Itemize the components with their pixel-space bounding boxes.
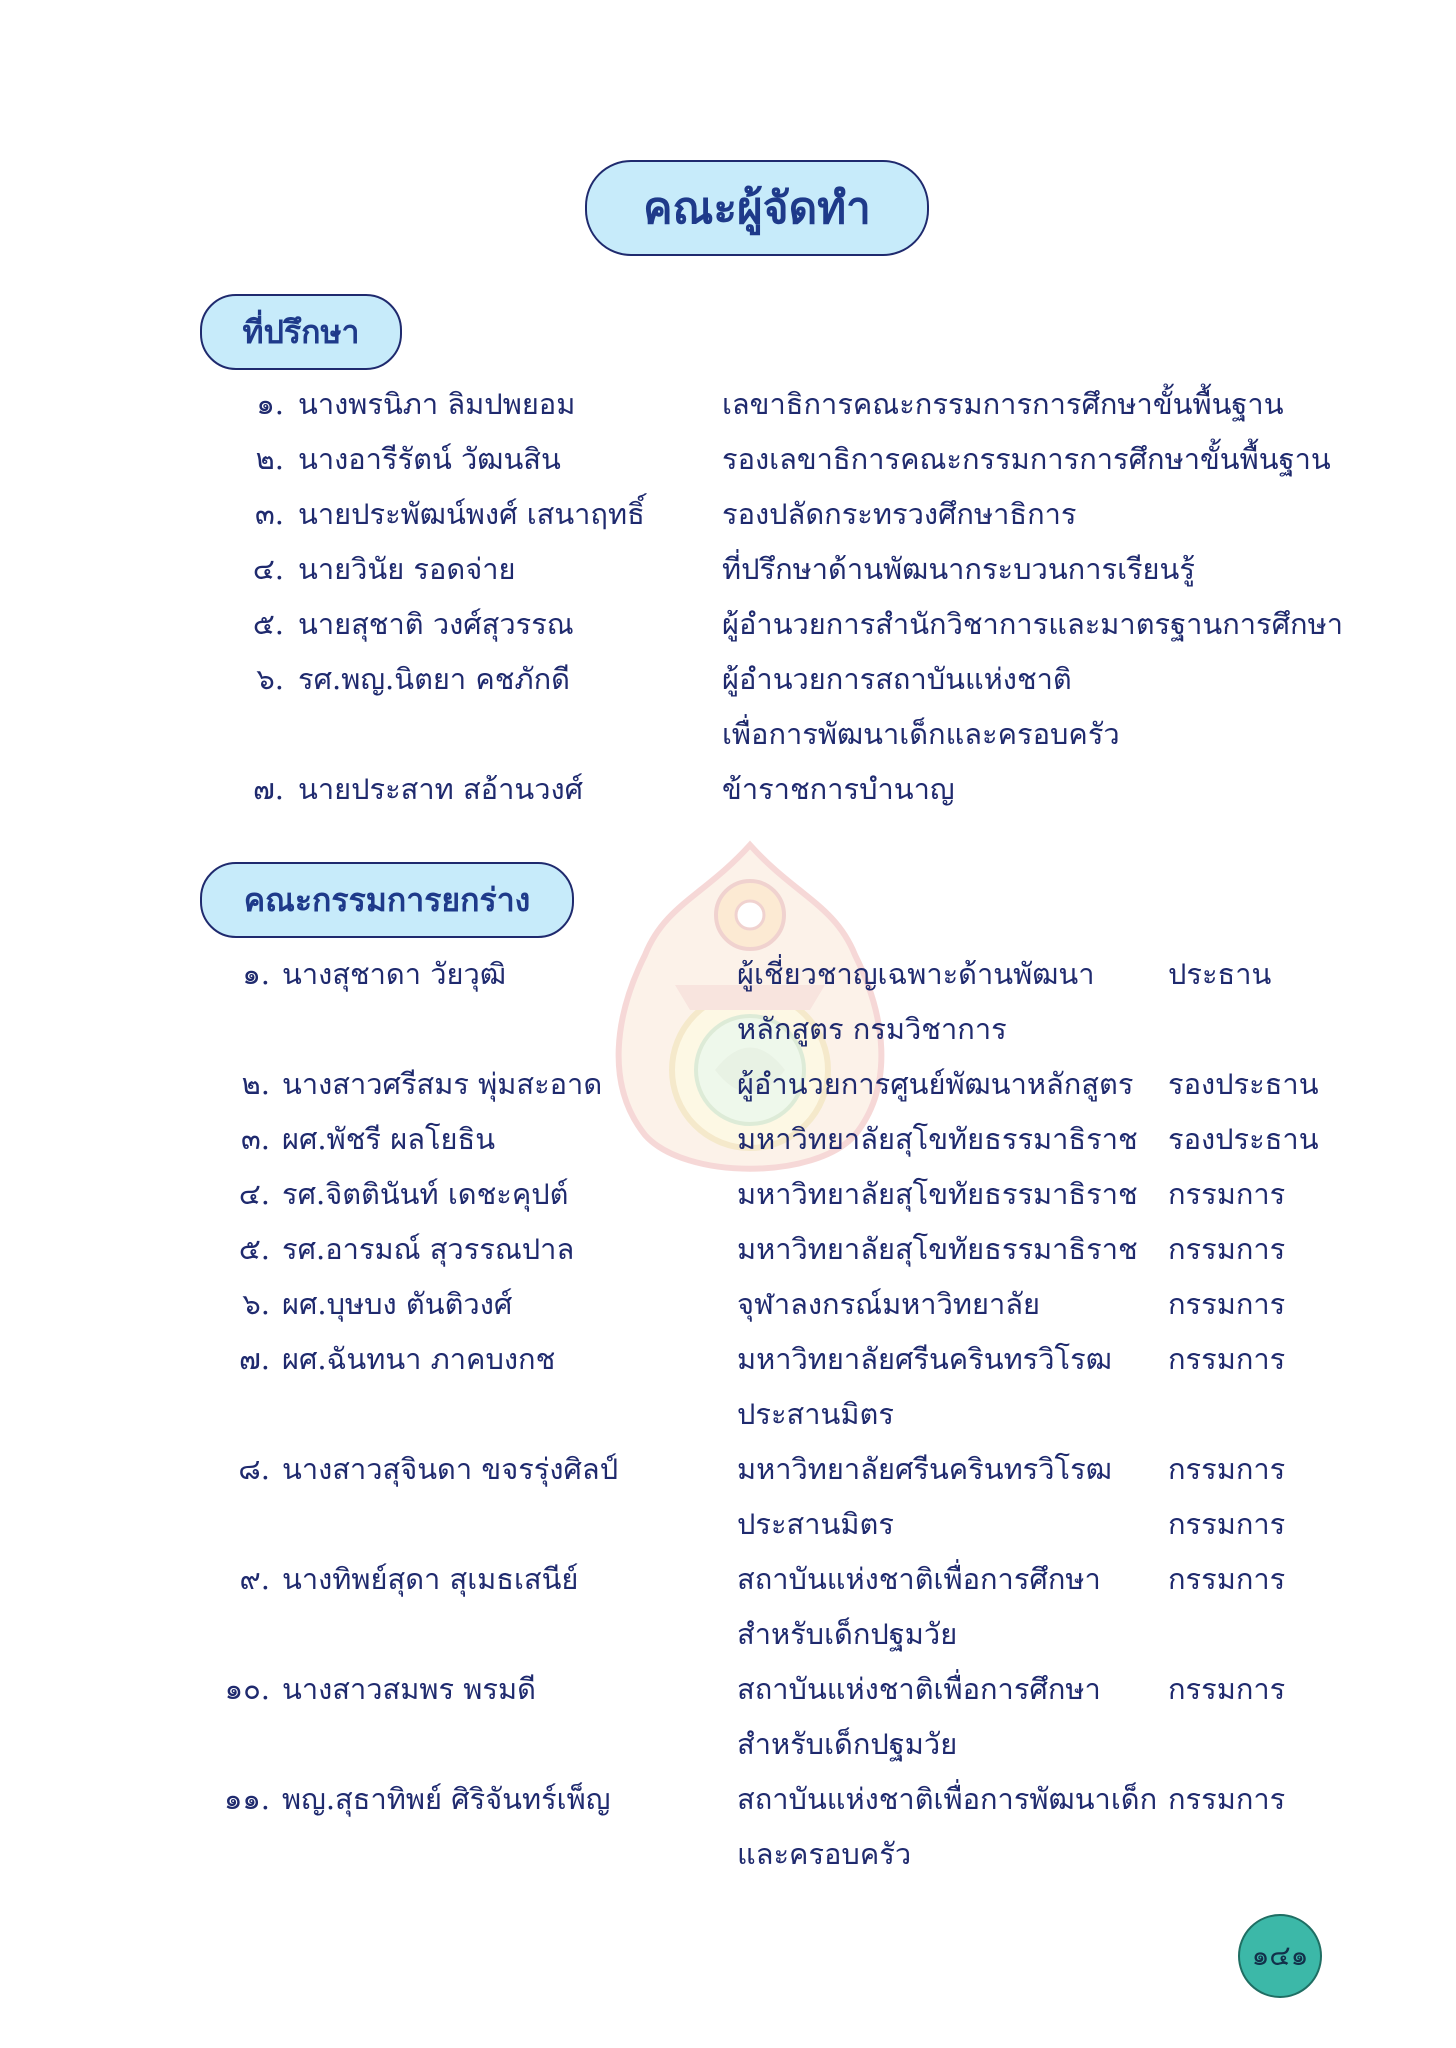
- role-text: กรรมการ: [1168, 1287, 1286, 1321]
- advisor-row: [0, 597, 1456, 652]
- person-name: นางอารีรัตน์ วัฒนสิน: [298, 442, 561, 476]
- person-name: ผศ.บุษบง ตันติวงศ์: [282, 1287, 513, 1321]
- row-number: ๓.: [254, 497, 284, 531]
- person-name: ผศ.ฉันทนา ภาคบงกช: [282, 1342, 556, 1376]
- row-number: ๑๐.: [224, 1672, 270, 1706]
- organization-text: มหาวิทยาลัยศรีนครินทรวิโรฒ: [737, 1342, 1112, 1376]
- advisor-row: [0, 762, 1456, 817]
- position-text: เพื่อการพัฒนาเด็กและครอบครัว: [722, 717, 1120, 751]
- organization-text: จุฬาลงกรณ์มหาวิทยาลัย: [737, 1287, 1041, 1321]
- person-name: นางสาวศรีสมร พุ่มสะอาด: [282, 1067, 603, 1101]
- organization-text: สถาบันแห่งชาติเพื่อการศึกษา: [737, 1562, 1101, 1596]
- role-text: กรรมการ: [1168, 1232, 1286, 1266]
- row-number: ๑.: [242, 957, 270, 991]
- organization-text: สำหรับเด็กปฐมวัย: [737, 1617, 958, 1651]
- page-title: คณะผู้จัดทำ: [585, 160, 929, 256]
- role-text: รองประธาน: [1168, 1067, 1319, 1101]
- organization-text: และครอบครัว: [737, 1837, 912, 1871]
- committee-row: [0, 1332, 1456, 1387]
- person-name: นางสาวสุจินดา ขจรรุ่งศิลป์: [282, 1452, 619, 1486]
- person-name: พญ.สุธาทิพย์ ศิริจันทร์เพ็ญ: [282, 1782, 611, 1816]
- position-text: ผู้อำนวยการสำนักวิชาการและมาตรฐานการศึกษา: [722, 607, 1343, 641]
- person-name: นายสุชาติ วงศ์สุวรรณ: [298, 607, 574, 641]
- row-number: ๒.: [255, 442, 284, 476]
- row-number: ๕.: [238, 1232, 270, 1266]
- advisor-row: [0, 542, 1456, 597]
- person-name: ผศ.พัชรี ผลโยธิน: [282, 1122, 496, 1156]
- organization-text: ประสานมิตร: [737, 1397, 894, 1431]
- person-name: นางสุชาดา วัยวุฒิ: [282, 957, 507, 991]
- committee-row: [0, 1222, 1456, 1277]
- row-number: ๕.: [252, 607, 284, 641]
- row-number: ๒.: [241, 1067, 270, 1101]
- position-text: ผู้อำนวยการสถาบันแห่งชาติ: [722, 662, 1072, 696]
- row-number: ๙.: [239, 1562, 270, 1596]
- row-number: ๘.: [238, 1452, 270, 1486]
- role-text: ประธาน: [1168, 957, 1272, 991]
- person-name: นายวินัย รอดจ่าย: [298, 552, 516, 586]
- committee-row: [0, 1552, 1456, 1607]
- position-text: รองเลขาธิการคณะกรรมการการศึกษาขั้นพื้นฐาน: [722, 442, 1331, 476]
- position-text: ข้าราชการบำนาญ: [722, 772, 955, 806]
- organization-text: ประสานมิตร: [737, 1507, 894, 1541]
- row-number: ๗.: [238, 1342, 270, 1376]
- row-number: ๔.: [252, 552, 284, 586]
- section-heading-committee: คณะกรรมการยกร่าง: [200, 862, 574, 938]
- advisor-row: [0, 652, 1456, 707]
- organization-text: ผู้อำนวยการศูนย์พัฒนาหลักสูตร: [737, 1067, 1134, 1101]
- advisor-row: [0, 377, 1456, 432]
- committee-row: [0, 1112, 1456, 1167]
- position-text: ที่ปรึกษาด้านพัฒนากระบวนการเรียนรู้: [722, 552, 1195, 586]
- page-number-badge: ๑๔๑: [1238, 1914, 1322, 1998]
- committee-row: [0, 1442, 1456, 1497]
- role-text: กรรมการ: [1168, 1452, 1286, 1486]
- section-heading-advisors: ที่ปรึกษา: [200, 294, 402, 370]
- role-text: กรรมการ: [1168, 1342, 1286, 1376]
- role-text: กรรมการ: [1168, 1507, 1286, 1541]
- position-text: รองปลัดกระทรวงศึกษาธิการ: [722, 497, 1077, 531]
- person-name: รศ.อารมณ์ สุวรรณปาล: [282, 1232, 575, 1266]
- organization-text: สำหรับเด็กปฐมวัย: [737, 1727, 958, 1761]
- advisor-row: [0, 487, 1456, 542]
- role-text: กรรมการ: [1168, 1562, 1286, 1596]
- organization-text: หลักสูตร กรมวิชาการ: [737, 1012, 1007, 1046]
- organization-text: สถาบันแห่งชาติเพื่อการพัฒนาเด็ก: [737, 1782, 1158, 1816]
- committee-row-continuation: [0, 1387, 1456, 1442]
- committee-row: [0, 1772, 1456, 1827]
- committee-row: [0, 1662, 1456, 1717]
- row-number: ๑๑.: [223, 1782, 270, 1816]
- committee-row-continuation: [0, 1607, 1456, 1662]
- role-text: รองประธาน: [1168, 1122, 1319, 1156]
- person-name: นายประพัฒน์พงศ์ เสนาฤทธิ์: [298, 497, 645, 531]
- row-number: ๗.: [252, 772, 284, 806]
- person-name: รศ.พญ.นิตยา คชภักดี: [298, 662, 570, 696]
- committee-row: [0, 1277, 1456, 1332]
- person-name: รศ.จิตตินันท์ เดชะคุปต์: [282, 1177, 569, 1211]
- role-text: กรรมการ: [1168, 1672, 1286, 1706]
- committee-row-continuation: [0, 1002, 1456, 1057]
- role-text: กรรมการ: [1168, 1782, 1286, 1816]
- committee-row: [0, 1057, 1456, 1112]
- row-number: ๔.: [238, 1177, 270, 1211]
- person-name: นางพรนิภา ลิมปพยอม: [298, 387, 576, 421]
- role-text: กรรมการ: [1168, 1177, 1286, 1211]
- committee-row-continuation: [0, 1497, 1456, 1552]
- committee-row: [0, 947, 1456, 1002]
- organization-text: มหาวิทยาลัยสุโขทัยธรรมาธิราช: [737, 1177, 1138, 1211]
- committee-row: [0, 1167, 1456, 1222]
- position-text: เลขาธิการคณะกรรมการการศึกษาขั้นพื้นฐาน: [722, 387, 1284, 421]
- row-number: ๖.: [242, 1287, 270, 1321]
- committee-row-continuation: [0, 1717, 1456, 1772]
- organization-text: มหาวิทยาลัยสุโขทัยธรรมาธิราช: [737, 1232, 1138, 1266]
- person-name: นางสาวสมพร พรมดี: [282, 1672, 536, 1706]
- row-number: ๓.: [240, 1122, 270, 1156]
- advisor-row: [0, 432, 1456, 487]
- advisor-row-continuation: [0, 707, 1456, 762]
- row-number: ๖.: [256, 662, 284, 696]
- organization-text: มหาวิทยาลัยสุโขทัยธรรมาธิราช: [737, 1122, 1138, 1156]
- person-name: นางทิพย์สุดา สุเมธเสนีย์: [282, 1562, 579, 1596]
- person-name: นายประสาท สอ้านวงศ์: [298, 772, 584, 806]
- organization-text: สถาบันแห่งชาติเพื่อการศึกษา: [737, 1672, 1101, 1706]
- organization-text: มหาวิทยาลัยศรีนครินทรวิโรฒ: [737, 1452, 1112, 1486]
- committee-row-continuation: [0, 1827, 1456, 1882]
- organization-text: ผู้เชี่ยวชาญเฉพาะด้านพัฒนา: [737, 957, 1095, 991]
- row-number: ๑.: [256, 387, 284, 421]
